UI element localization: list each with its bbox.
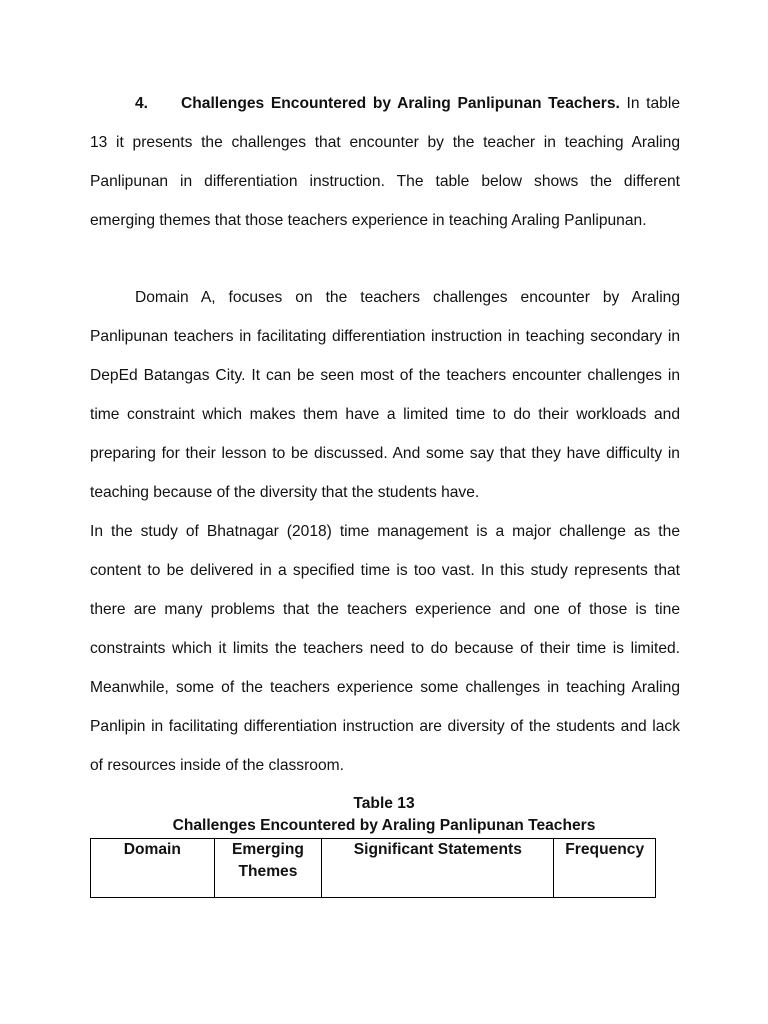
domain-a-paragraph [90,278,680,512]
section-number: 4. [135,95,149,112]
section-intro-text: In table 13 it presents the challenges that encounter by the teacher in teaching Araling Panlipunan in differentiation instruction. The table below shows the different emerging themes that those teachers experience in teaching Araling Panlipunan. [90,95,680,229]
table-13 [90,838,656,898]
section-intro-paragraph [90,84,680,240]
bhatnagar-paragraph: In the study of Bhatnagar (2018) time management is a major challenge as the content to be delivered in a specified time is too vast. In this study represents that there are many problems that the teachers experience and one of those is tine constraints which it limits the teachers need to do because of their time is limited. Meanwhile, some of the teachers experience some challenges in teaching Araling Panlipin in facilitating differentiation instruction are diversity of the students and lack of resources inside of the classroom. [90,523,680,774]
header-domain: Domain [91,839,215,898]
table-header-row [91,839,656,898]
header-significant-statements: Significant Statements [322,839,554,898]
domain-a-text: Domain A, focuses on the teachers challenges encounter by Araling Panlipunan teachers in facilitating differentiation instruction in teaching secondary in DepEd Batangas City. It can be seen most of the teachers encounter challenges in time constraint which makes them have a limited time to do their workloads and preparing for their lesson to be discussed. And some say that they have difficulty in teaching because of the diversity that the students have. [90,289,680,501]
header-emerging-line2: Themes [238,863,298,880]
header-frequency: Frequency [554,839,656,898]
section-heading: Challenges Encountered by Araling Panlipunan Teachers. [181,95,620,112]
header-emerging-themes [214,839,322,898]
header-emerging-line1: Emerging [231,841,304,858]
table-title: Challenges Encountered by Araling Panlipunan Teachers [172,817,596,834]
table-label: Table 13 [353,795,415,812]
